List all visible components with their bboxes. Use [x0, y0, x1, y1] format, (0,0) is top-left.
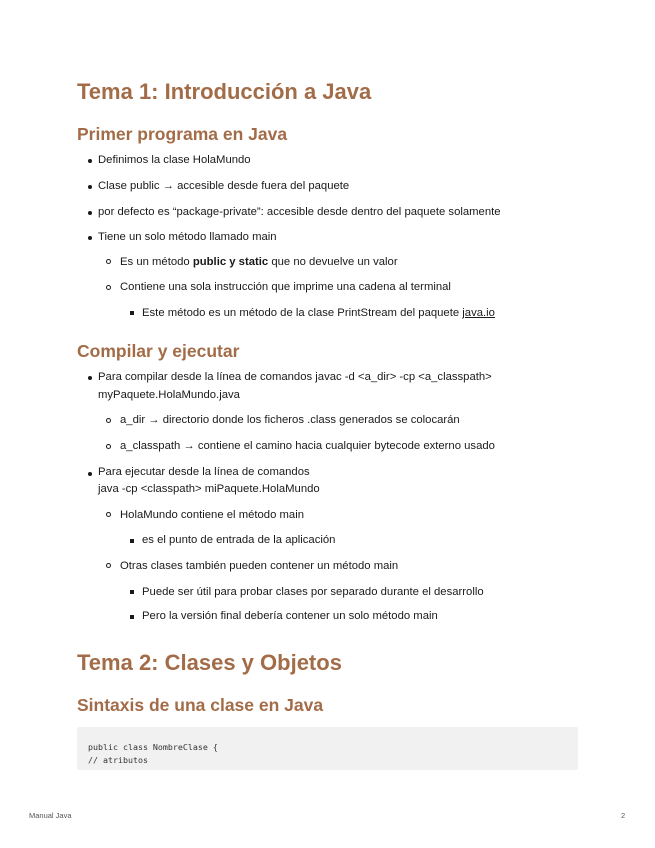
list-item: Clase public → accesible desde fuera del paquete — [98, 180, 350, 192]
bullet — [88, 236, 92, 240]
list-item: es el punto de entrada de la aplicación — [142, 534, 336, 546]
list-item: Puede ser útil para probar clases por separado durante el desarrollo — [142, 586, 484, 598]
bullet — [88, 376, 92, 380]
bullet-circle — [106, 512, 111, 517]
bullet — [88, 211, 92, 215]
subheading-sintaxis: Sintaxis de una clase en Java — [77, 695, 324, 715]
bullet — [88, 472, 92, 476]
list-item-continuation: myPaquete.HolaMundo.java — [98, 389, 240, 401]
list-item: Definimos la clase HolaMundo — [98, 154, 251, 166]
bullet-square — [130, 615, 134, 619]
list-item: por defecto es “package-private”: accesible desde dentro del paquete solamente — [98, 206, 501, 218]
bullet-circle — [106, 285, 111, 290]
list-item-continuation: java -cp <classpath> miPaquete.HolaMundo — [98, 483, 320, 495]
bullet-circle — [106, 418, 111, 423]
bullet-circle — [106, 444, 111, 449]
list-item: a_classpath → contiene el camino hacia cualquier bytecode externo usado — [120, 440, 495, 452]
list-item: Pero la versión final debería contener un solo método main — [142, 610, 438, 622]
bullet-square — [130, 311, 134, 315]
bullet-circle — [106, 563, 111, 568]
list-item: Otras clases también pueden contener un método main — [120, 560, 399, 572]
footer-title: Manual Java — [29, 811, 72, 820]
bullet — [88, 185, 92, 189]
code-line: // atributos — [88, 755, 148, 765]
bullet-square — [130, 539, 134, 543]
code-line: public class NombreClase { — [88, 742, 218, 752]
list-item: Contiene una sola instrucción que imprime una cadena al terminal — [120, 281, 451, 293]
bullet-square — [130, 590, 134, 594]
code-block — [77, 727, 578, 770]
list-item: a_dir → directorio donde los ficheros .class generados se colocarán — [120, 414, 460, 426]
bullet — [88, 159, 92, 163]
subheading-compilar: Compilar y ejecutar — [77, 341, 240, 361]
list-item: Para ejecutar desde la línea de comandos — [98, 466, 310, 478]
heading-tema-1: Tema 1: Introducción a Java — [77, 79, 372, 104]
bullet-circle — [106, 259, 111, 264]
list-item: Es un método public y static que no devuelve un valor — [120, 256, 398, 268]
list-item: Tiene un solo método llamado main — [98, 231, 277, 243]
page-number: 2 — [621, 811, 626, 820]
subheading-primer-programa: Primer programa en Java — [77, 124, 288, 144]
list-item: HolaMundo contiene el método main — [120, 509, 304, 521]
list-item: Para compilar desde la línea de comandos javac -d <a_dir> -cp <a_classpath> — [98, 371, 492, 383]
list-item: Este método es un método de la clase PrintStream del paquete java.io — [142, 307, 495, 319]
heading-tema-2: Tema 2: Clases y Objetos — [77, 650, 342, 675]
java-io-link[interactable]: java.io — [462, 307, 495, 319]
